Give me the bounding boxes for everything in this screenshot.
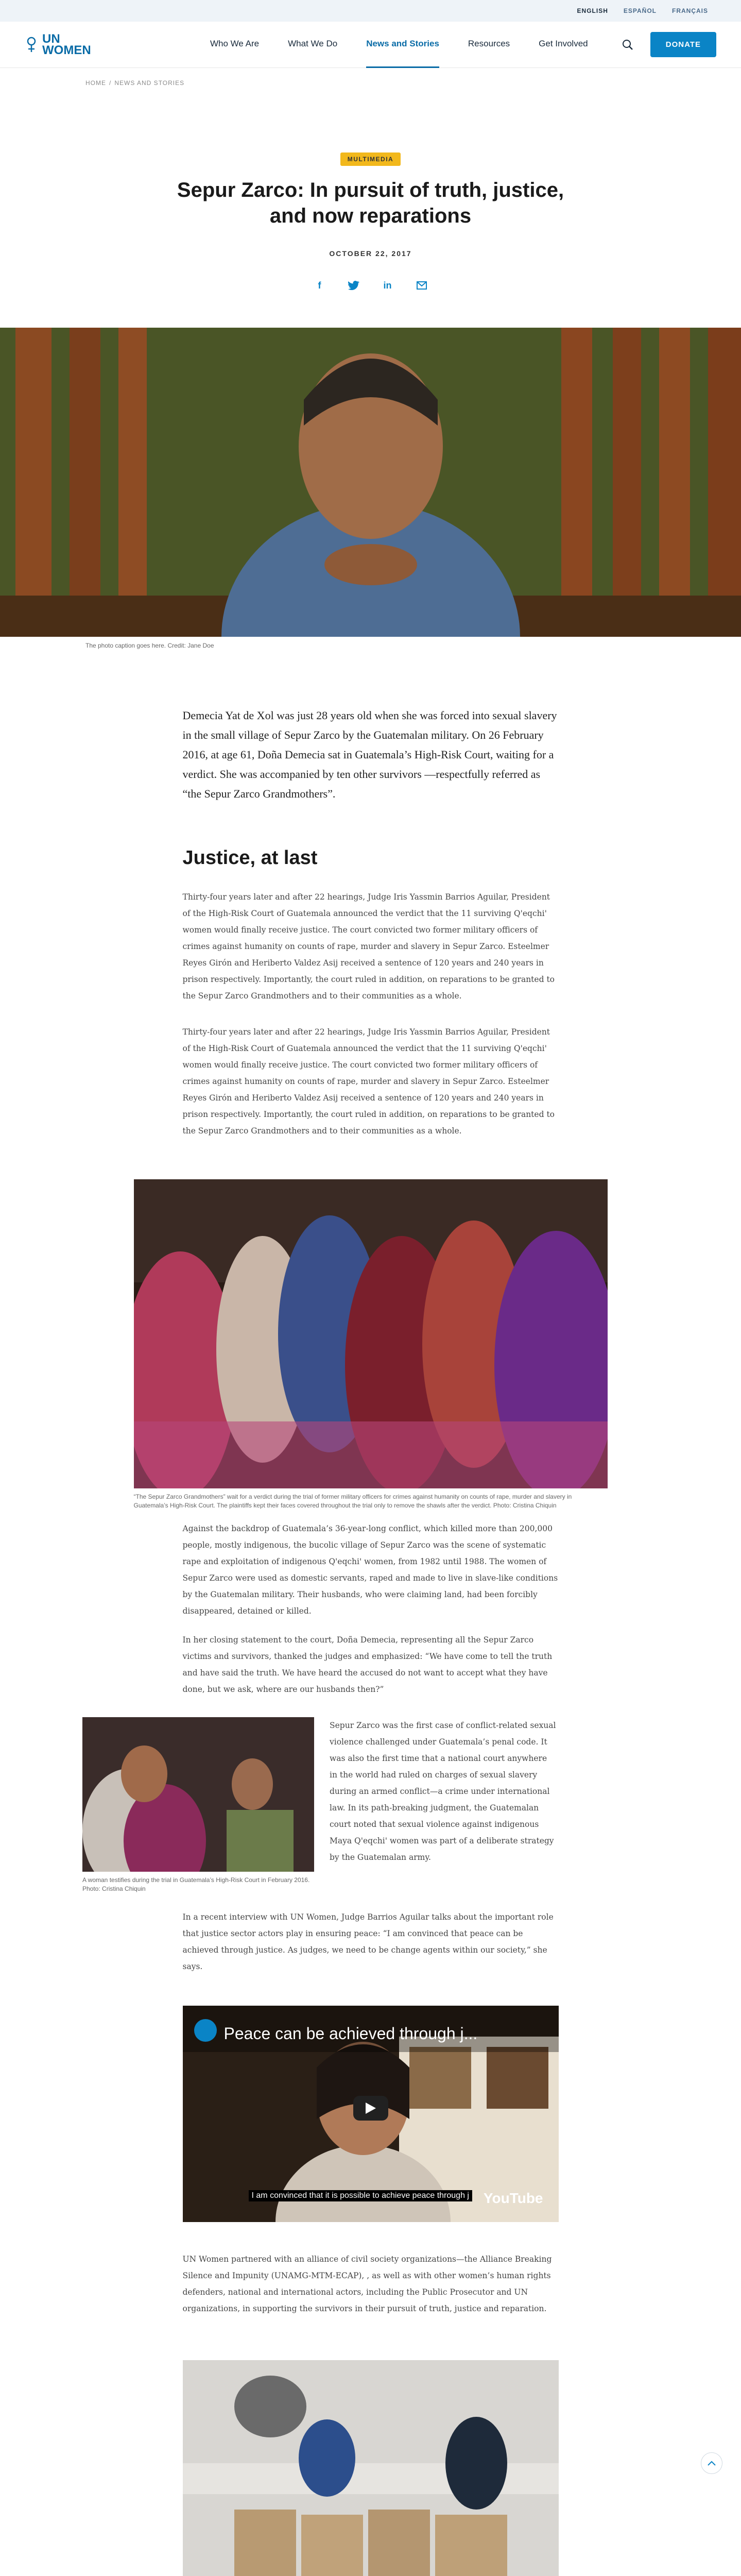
language-bar (0, 0, 741, 22)
category-badge[interactable]: MULTIMEDIA (340, 152, 401, 166)
logo-line-women: WOMEN (42, 43, 91, 57)
inline-figure-row (82, 1717, 566, 1893)
figure-grandmothers (134, 1179, 608, 1510)
play-icon (366, 2103, 376, 2114)
hero-photo-elder-woman (0, 328, 741, 637)
article-body-partnership (183, 2251, 559, 2317)
photo-evidence-in-court (183, 2360, 559, 2576)
youtube-logo[interactable]: YouTube (483, 2190, 543, 2206)
heading-justice-at-last: Justice, at last (182, 847, 318, 869)
figure-testimony (82, 1717, 314, 1893)
nav-who-we-are[interactable]: Who We Are (210, 39, 260, 48)
channel-avatar-icon[interactable] (194, 2019, 217, 2042)
paragraph: Thirty-four years later and after 22 hearings, Judge Iris Yassmin Barrios Aguilar, President of the High-Risk Court of Guatemala announced the verdict that the 11 surviving Q'eqchi' women would finally receive justice. The court convicted two former military officers of crimes against humanity on counts of rape, murder and slavery in Sepur Zarco. Esteelmer Reyes Girón and Heriberto Valdez Asij received a sentence of 120 years and 240 years in prison respectively. Importantly, the court ruled in addition, on reparations to be granted to the Sepur Zarco Grandmothers and to their communities as a whole. (182, 1027, 555, 1136)
un-women-logo[interactable] (25, 33, 179, 56)
donate-button[interactable]: DONATE (650, 32, 716, 57)
nav-what-we-do[interactable]: What We Do (288, 39, 338, 48)
breadcrumb-news[interactable]: NEWS AND STORIES (114, 79, 185, 87)
linkedin-icon[interactable]: in (383, 280, 392, 291)
article-body (183, 706, 559, 1139)
logo-line-un: UN (42, 31, 60, 46)
video-title[interactable]: Peace can be achieved through j... (223, 2024, 478, 2043)
breadcrumb (0, 68, 741, 87)
article-body-interview (183, 1909, 559, 1975)
back-to-top-button[interactable] (701, 2452, 722, 2474)
figure-evidence (183, 2360, 559, 2576)
video-subtitle: I am convinced that it is possible to achieve peace through j (249, 2190, 472, 2201)
figure-caption: “The Sepur Zarco Grandmothers” wait for a verdict during the trial of former military officers for crimes against humanity on counts of rape, murder and slavery in Guatemala’s High-Risk Court. The plaintiffs kept their faces covered throughout the trial only to remove the shawls after the verdict. Photo: Cristina Chiquin (133, 1493, 572, 1509)
nav-news-and-stories[interactable]: News and Stories (366, 21, 439, 68)
twitter-icon[interactable] (348, 279, 360, 292)
hero-photo-caption: The photo caption goes here. Credit: Jane Doe (85, 642, 214, 649)
nav-get-involved[interactable]: Get Involved (539, 39, 588, 48)
site-header (0, 22, 741, 68)
search-icon (622, 39, 633, 50)
lang-english-link[interactable]: ENGLISH (577, 7, 608, 14)
page-title: Sepur Zarco: In pursuit of truth, justice, and now reparations (177, 179, 564, 227)
lang-espanol-link[interactable]: ESPAÑOL (623, 7, 657, 14)
facebook-icon[interactable]: f (318, 280, 321, 291)
share-bar (0, 279, 741, 292)
nav-resources[interactable]: Resources (468, 39, 510, 48)
un-women-emblem-icon (25, 37, 38, 53)
paragraph: Sepur Zarco was the first case of conflict-related sexual violence challenged under Guatemala’s penal code. It was also the first time that a national court anywhere in the world had ruled on charges of sexual slavery during an armed conflict—a crime under international law. In its path-breaking judgment, the Guatemalan court noted that sexual violence against indigenous Maya Q'eqchi' women was part of a deliberate strategy by the Guatemalan army. (330, 1721, 556, 1862)
article-lede: Demecia Yat de Xol was just 28 years old when she was forced into sexual slavery in the small village of Sepur Zarco by the Guatemalan military. On 26 February 2016, at age 61, Doña Demecia sat in Guatemala’s High-Risk Court, waiting for a verdict. She was accompanied by ten other survivors —respectfully referred as “the Sepur Zarco Grandmothers”. (182, 709, 557, 800)
article-body-continued (183, 1520, 559, 1698)
article-hero (0, 87, 741, 292)
publish-date: OCTOBER 22, 2017 (329, 249, 412, 258)
logo-wordmark (42, 33, 91, 56)
main-nav (210, 21, 617, 68)
email-icon[interactable] (416, 279, 428, 292)
photo-grandmothers-in-court (134, 1179, 608, 1488)
search-button[interactable] (617, 35, 638, 55)
chevron-up-icon (708, 2461, 716, 2466)
paragraph: In her closing statement to the court, Doña Demecia, representing all the Sepur Zarco victims and survivors, thanked the judges and emphasized: “We have come to tell the truth and have said the truth. We have heard the accused do not want to accept what they have done, but we ask, where are our husbands then?” (182, 1635, 553, 1694)
lang-francais-link[interactable]: FRANÇAIS (672, 7, 708, 14)
breadcrumb-home[interactable]: HOME (85, 79, 106, 87)
paragraph: Thirty-four years later and after 22 hearings, Judge Iris Yassmin Barrios Aguilar, President of the High-Risk Court of Guatemala announced the verdict that the 11 surviving Q'eqchi' women would finally receive justice. The court convicted two former military officers of crimes against humanity on counts of rape, murder and slavery in Sepur Zarco. Esteelmer Reyes Girón and Heriberto Valdez Asij received a sentence of 120 years and 240 years in prison respectively. Importantly, the court ruled in addition, on reparations to be granted to the Sepur Zarco Grandmothers and to their communities as a whole. (182, 892, 555, 1001)
video-player[interactable] (183, 2006, 559, 2222)
paragraph: In a recent interview with UN Women, Judge Barrios Aguilar talks about the important role that justice sector actors play in ensuring peace: “I am convinced that peace can be achieved through justice. As judges, we need to be change agents within our society,” she says. (182, 1912, 554, 1971)
figure-caption: A woman testifies during the trial in Guatemala’s High-Risk Court in February 2016. Photo: Cristina Chiquin (82, 1876, 310, 1892)
photo-woman-testifying (82, 1717, 314, 1872)
breadcrumb-separator: / (109, 79, 112, 87)
play-button[interactable] (353, 2096, 388, 2121)
paragraph: Against the backdrop of Guatemala’s 36-year-long conflict, which killed more than 200,000 people, mostly indigenous, the bucolic village of Sepur Zarco was the scene of systematic rape and exploitation of indigenous Q'eqchi' women, from 1982 until 1988. The women of Sepur Zarco were used as domestic servants, raped and made to live in slave-like conditions by the Guatemalan military. Their husbands, who were claiming land, had been forcibly disappeared, detained or killed. (182, 1524, 558, 1616)
paragraph: UN Women partnered with an alliance of civil society organizations—the Alliance Breaking Silence and Impunity (UNAMG-MTM-ECAP), , as well as with other women’s human rights defenders, national and international actors, including the Public Prosecutor and UN organizations, in supporting the survivors in their pursuit of truth, justice and reparation. (182, 2255, 552, 2313)
